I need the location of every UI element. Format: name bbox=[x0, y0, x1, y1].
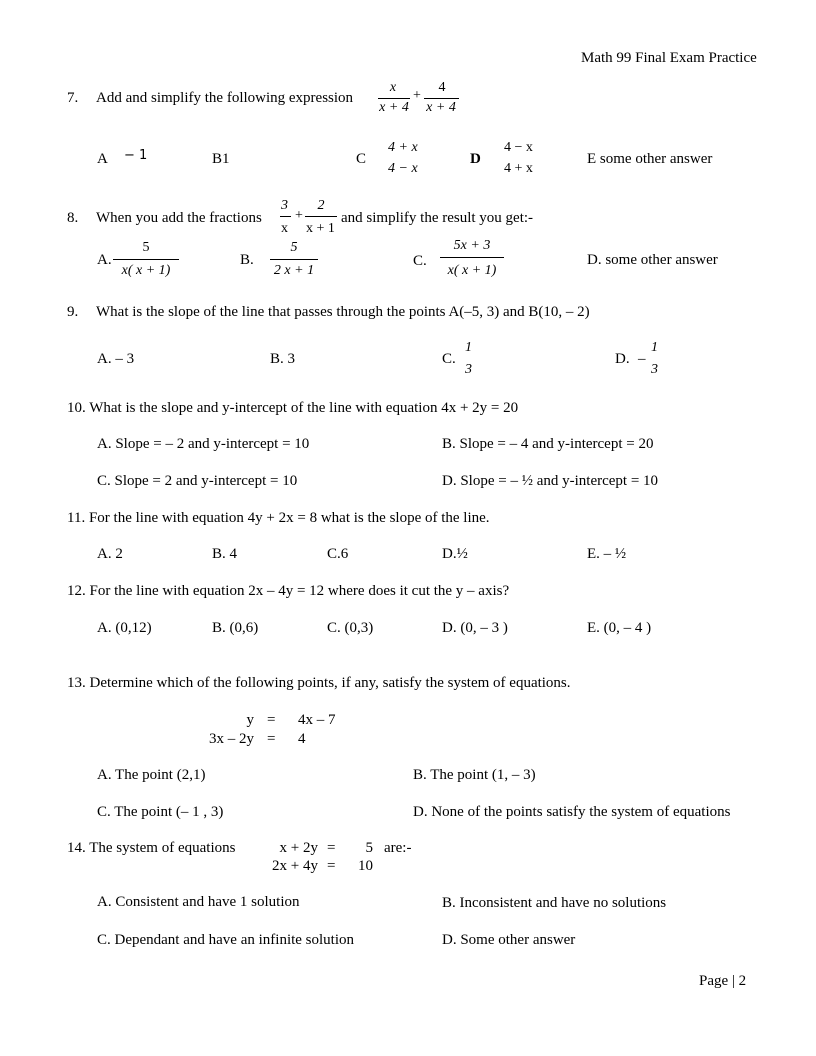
question-stem: Add and simplify the following expression bbox=[96, 90, 354, 106]
option-a[interactable]: A. – 3 bbox=[97, 351, 135, 367]
question-stem-end: and simplify the result you get:- bbox=[341, 210, 534, 226]
equation-2-equals: = bbox=[327, 858, 336, 874]
option-d-label[interactable]: D. bbox=[615, 351, 630, 367]
option-a-denominator: x( x + 1) bbox=[121, 263, 171, 278]
option-b[interactable]: B1 bbox=[212, 151, 230, 167]
question-number: 9. bbox=[67, 304, 79, 320]
option-b[interactable]: B. (0,6) bbox=[212, 620, 259, 636]
page-header-title: Math 99 Final Exam Practice bbox=[581, 50, 757, 66]
equation-1-left: x + 2y bbox=[279, 840, 318, 856]
option-b[interactable]: B. Slope = – 4 and y-intercept = 20 bbox=[442, 436, 654, 452]
equation-1-right: 4x – 7 bbox=[298, 712, 336, 728]
equation-2-right: 10 bbox=[358, 858, 373, 874]
option-a-label[interactable]: A. bbox=[97, 252, 112, 268]
option-e[interactable]: E some other answer bbox=[587, 151, 713, 167]
fraction-bar bbox=[113, 259, 179, 260]
fraction-bar bbox=[378, 98, 410, 99]
option-c-label[interactable]: C. bbox=[413, 253, 427, 269]
option-c-denominator: x( x + 1) bbox=[447, 263, 497, 278]
option-c[interactable]: C. (0,3) bbox=[327, 620, 374, 636]
denominator: x + 1 bbox=[306, 221, 335, 236]
option-e[interactable]: E. – ½ bbox=[587, 546, 627, 562]
option-a[interactable]: A. Consistent and have 1 solution bbox=[97, 894, 300, 910]
option-b-numerator: 5 bbox=[290, 240, 298, 255]
page-number: Page | 2 bbox=[699, 973, 747, 989]
option-b[interactable]: B. Inconsistent and have no solutions bbox=[442, 895, 667, 911]
option-d[interactable]: D. Slope = – ½ and y-intercept = 10 bbox=[442, 473, 659, 489]
option-d[interactable]: D. (0, – 3 ) bbox=[442, 620, 508, 636]
option-b[interactable]: B. 3 bbox=[270, 351, 296, 367]
fraction-bar bbox=[424, 98, 459, 99]
option-b[interactable]: B. The point (1, – 3) bbox=[413, 767, 536, 783]
equation-2-left: 3x – 2y bbox=[209, 731, 254, 747]
option-c[interactable]: C. Slope = 2 and y-intercept = 10 bbox=[97, 473, 298, 489]
option-b-denominator: 2 x + 1 bbox=[273, 263, 315, 278]
option-d-denominator: 4 + x bbox=[504, 161, 533, 176]
question-stem: 12. For the line with equation 2x – 4y = 12 where does it cut the y – axis? bbox=[67, 583, 510, 599]
option-d[interactable]: D.½ bbox=[442, 546, 468, 562]
question-stem: What is the slope of the line that passes through the points A(–5, 3) and B(10, – 2) bbox=[96, 304, 590, 320]
fraction-bar bbox=[305, 216, 337, 217]
option-a-value: − 1 bbox=[124, 148, 148, 163]
option-d[interactable]: D. None of the points satisfy the system of equations bbox=[413, 804, 731, 820]
fraction-bar bbox=[440, 257, 504, 258]
question-stem: 11. For the line with equation 4y + 2x = 8 what is the slope of the line. bbox=[67, 510, 490, 526]
option-d[interactable]: D. some other answer bbox=[587, 252, 718, 268]
equation-2-left: 2x + 4y bbox=[272, 858, 318, 874]
option-c-label[interactable]: C. bbox=[442, 351, 456, 367]
question-stem: 14. The system of equations bbox=[67, 840, 236, 856]
option-d-denominator: 3 bbox=[651, 362, 658, 377]
question-stem: 10. What is the slope and y-intercept of the line with equation 4x + 2y = 20 bbox=[67, 400, 519, 416]
option-e[interactable]: E. (0, – 4 ) bbox=[587, 620, 652, 636]
option-d-numerator: 4 − x bbox=[504, 140, 533, 155]
option-d-sign: – bbox=[638, 351, 646, 367]
numerator: 2 bbox=[317, 198, 325, 213]
numerator: 4 bbox=[438, 80, 446, 95]
option-b[interactable]: B. 4 bbox=[212, 546, 238, 562]
equation-1-equals: = bbox=[267, 712, 276, 728]
option-a[interactable]: A. 2 bbox=[97, 546, 123, 562]
plus-operator: + bbox=[295, 208, 303, 223]
option-d[interactable]: D. Some other answer bbox=[442, 932, 576, 948]
equation-1-equals: = bbox=[327, 840, 336, 856]
equation-2-right: 4 bbox=[298, 731, 306, 747]
numerator: x bbox=[389, 80, 397, 95]
equation-1-left: y bbox=[246, 712, 254, 728]
option-c-numerator: 4 + x bbox=[388, 140, 418, 155]
question-stem-end: are:- bbox=[384, 840, 412, 856]
denominator: x + 4 bbox=[426, 100, 456, 115]
option-c-denominator: 4 − x bbox=[388, 161, 418, 176]
option-a[interactable]: A. (0,12) bbox=[97, 620, 152, 636]
fraction-bar bbox=[270, 259, 318, 260]
denominator: x bbox=[281, 221, 288, 236]
option-d-numerator: 1 bbox=[651, 340, 658, 355]
option-c-denominator: 3 bbox=[465, 362, 472, 377]
option-c[interactable]: C. Dependant and have an infinite solution bbox=[97, 932, 355, 948]
option-c-numerator: 1 bbox=[465, 340, 472, 355]
option-c[interactable]: C. The point (– 1 , 3) bbox=[97, 804, 224, 820]
option-c-numerator: 5x + 3 bbox=[453, 238, 491, 253]
option-b-label[interactable]: B. bbox=[240, 252, 254, 268]
fraction-bar bbox=[280, 216, 291, 217]
option-a-label[interactable]: A bbox=[97, 151, 108, 167]
question-number: 7. bbox=[67, 90, 79, 106]
option-d-label[interactable]: D bbox=[470, 151, 481, 167]
equation-1-right: 5 bbox=[365, 840, 373, 856]
denominator: x + 4 bbox=[379, 100, 409, 115]
plus-operator: + bbox=[413, 88, 421, 103]
question-number: 8. bbox=[67, 210, 79, 226]
numerator: 3 bbox=[281, 198, 288, 213]
option-a-numerator: 5 bbox=[142, 240, 150, 255]
question-stem: 13. Determine which of the following points, if any, satisfy the system of equations. bbox=[67, 675, 571, 691]
option-a[interactable]: A. The point (2,1) bbox=[97, 767, 206, 783]
question-stem-start: When you add the fractions bbox=[96, 210, 262, 226]
equation-2-equals: = bbox=[267, 731, 276, 747]
option-c[interactable]: C.6 bbox=[327, 546, 349, 562]
option-a[interactable]: A. Slope = – 2 and y-intercept = 10 bbox=[97, 436, 310, 452]
option-c-label[interactable]: C bbox=[356, 151, 367, 167]
